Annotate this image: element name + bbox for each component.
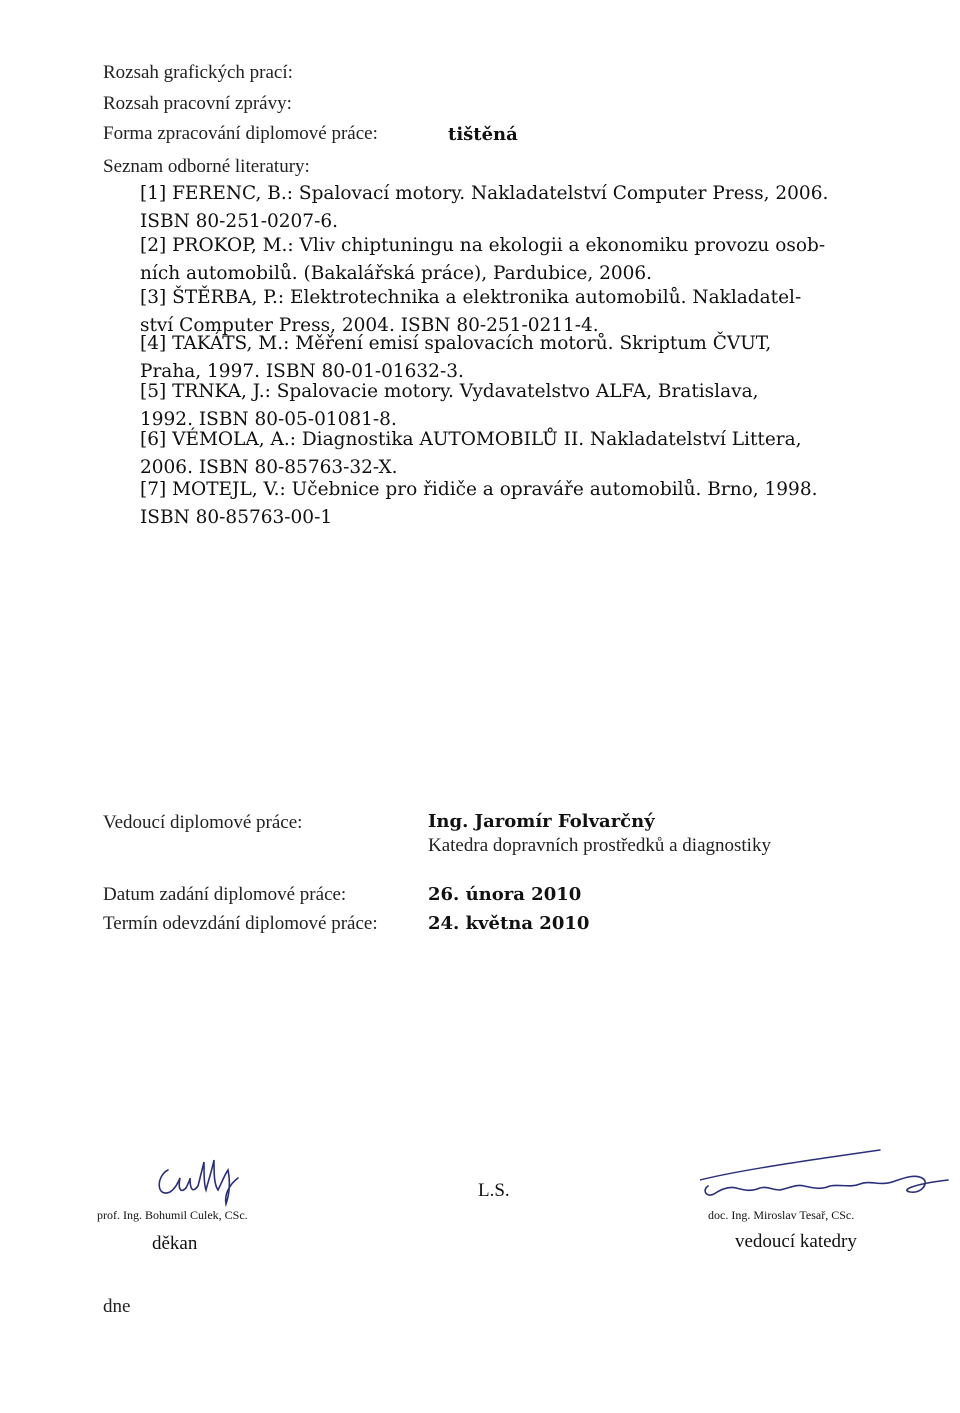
literature-item-line: ISBN 80-85763-00-1 [140, 507, 333, 528]
literature-item-line: ISBN 80-251-0207-6. [140, 211, 338, 232]
supervisor-label: Vedoucí diplomové práce: [103, 812, 303, 833]
form-label: Forma zpracování diplomové práce: [103, 123, 378, 144]
literature-item-line: [6] VÉMOLA, A.: Diagnostika AUTOMOBILŮ II. Nakladatelství Littera, [140, 429, 802, 450]
deadline-date-label: Termín odevzdání diplomové práce: [103, 913, 378, 934]
dean-role: děkan [152, 1233, 198, 1254]
seal-placeholder: L.S. [478, 1180, 510, 1201]
deadline-date-value: 24. května 2010 [428, 913, 590, 934]
literature-item-line: [2] PROKOP, M.: Vliv chiptuningu na ekologii a ekonomiku provozu osob- [140, 235, 826, 256]
literature-label: Seznam odborné literatury: [103, 156, 310, 177]
literature-item-line: ních automobilů. (Bakalářská práce), Pardubice, 2006. [140, 263, 653, 284]
literature-item-line: [5] TRNKA, J.: Spalovacie motory. Vydavatelstvo ALFA, Bratislava, [140, 381, 759, 402]
form-value: tištěná [448, 124, 518, 145]
literature-item-line: 2006. ISBN 80-85763-32-X. [140, 457, 398, 478]
department-head-role: vedoucí katedry [735, 1231, 857, 1252]
supervisor-name: Ing. Jaromír Folvarčný [428, 811, 655, 832]
department-head-name: doc. Ing. Miroslav Tesař, CSc. [708, 1208, 855, 1222]
literature-item-line: [1] FERENC, B.: Spalovací motory. Nakladatelství Computer Press, 2006. [140, 183, 829, 204]
literature-item-line: 1992. ISBN 80-05-01081-8. [140, 409, 397, 430]
literature-item-line: [7] MOTEJL, V.: Učebnice pro řidiče a opraváře automobilů. Brno, 1998. [140, 479, 818, 500]
supervisor-department: Katedra dopravních prostředků a diagnostiky [428, 835, 771, 856]
literature-item-line: [3] ŠTĚRBA, P.: Elektrotechnika a elektronika automobilů. Nakladatel- [140, 287, 802, 308]
assigned-date-value: 26. února 2010 [428, 884, 582, 905]
literature-item-line: Praha, 1997. ISBN 80-01-01632-3. [140, 361, 464, 382]
dean-signature [150, 1148, 270, 1208]
literature-item [140, 232, 870, 288]
literature-item [140, 476, 870, 532]
place-date-label: dne [103, 1296, 131, 1317]
literature-item-line: [4] TAKÁTS, M.: Měření emisí spalovacích motorů. Skriptum ČVUT, [140, 333, 772, 354]
graphics-scope-label: Rozsah grafických prací: [103, 62, 293, 83]
literature-item-line: ství Computer Press, 2004. ISBN 80-251-0211-4. [140, 315, 599, 336]
dean-name: prof. Ing. Bohumil Culek, CSc. [97, 1208, 248, 1222]
assigned-date-label: Datum zadání diplomové práce: [103, 884, 347, 905]
department-head-signature [700, 1140, 950, 1210]
literature-item [140, 426, 870, 482]
report-scope-label: Rozsah pracovní zprávy: [103, 93, 292, 114]
literature-item [140, 180, 870, 236]
